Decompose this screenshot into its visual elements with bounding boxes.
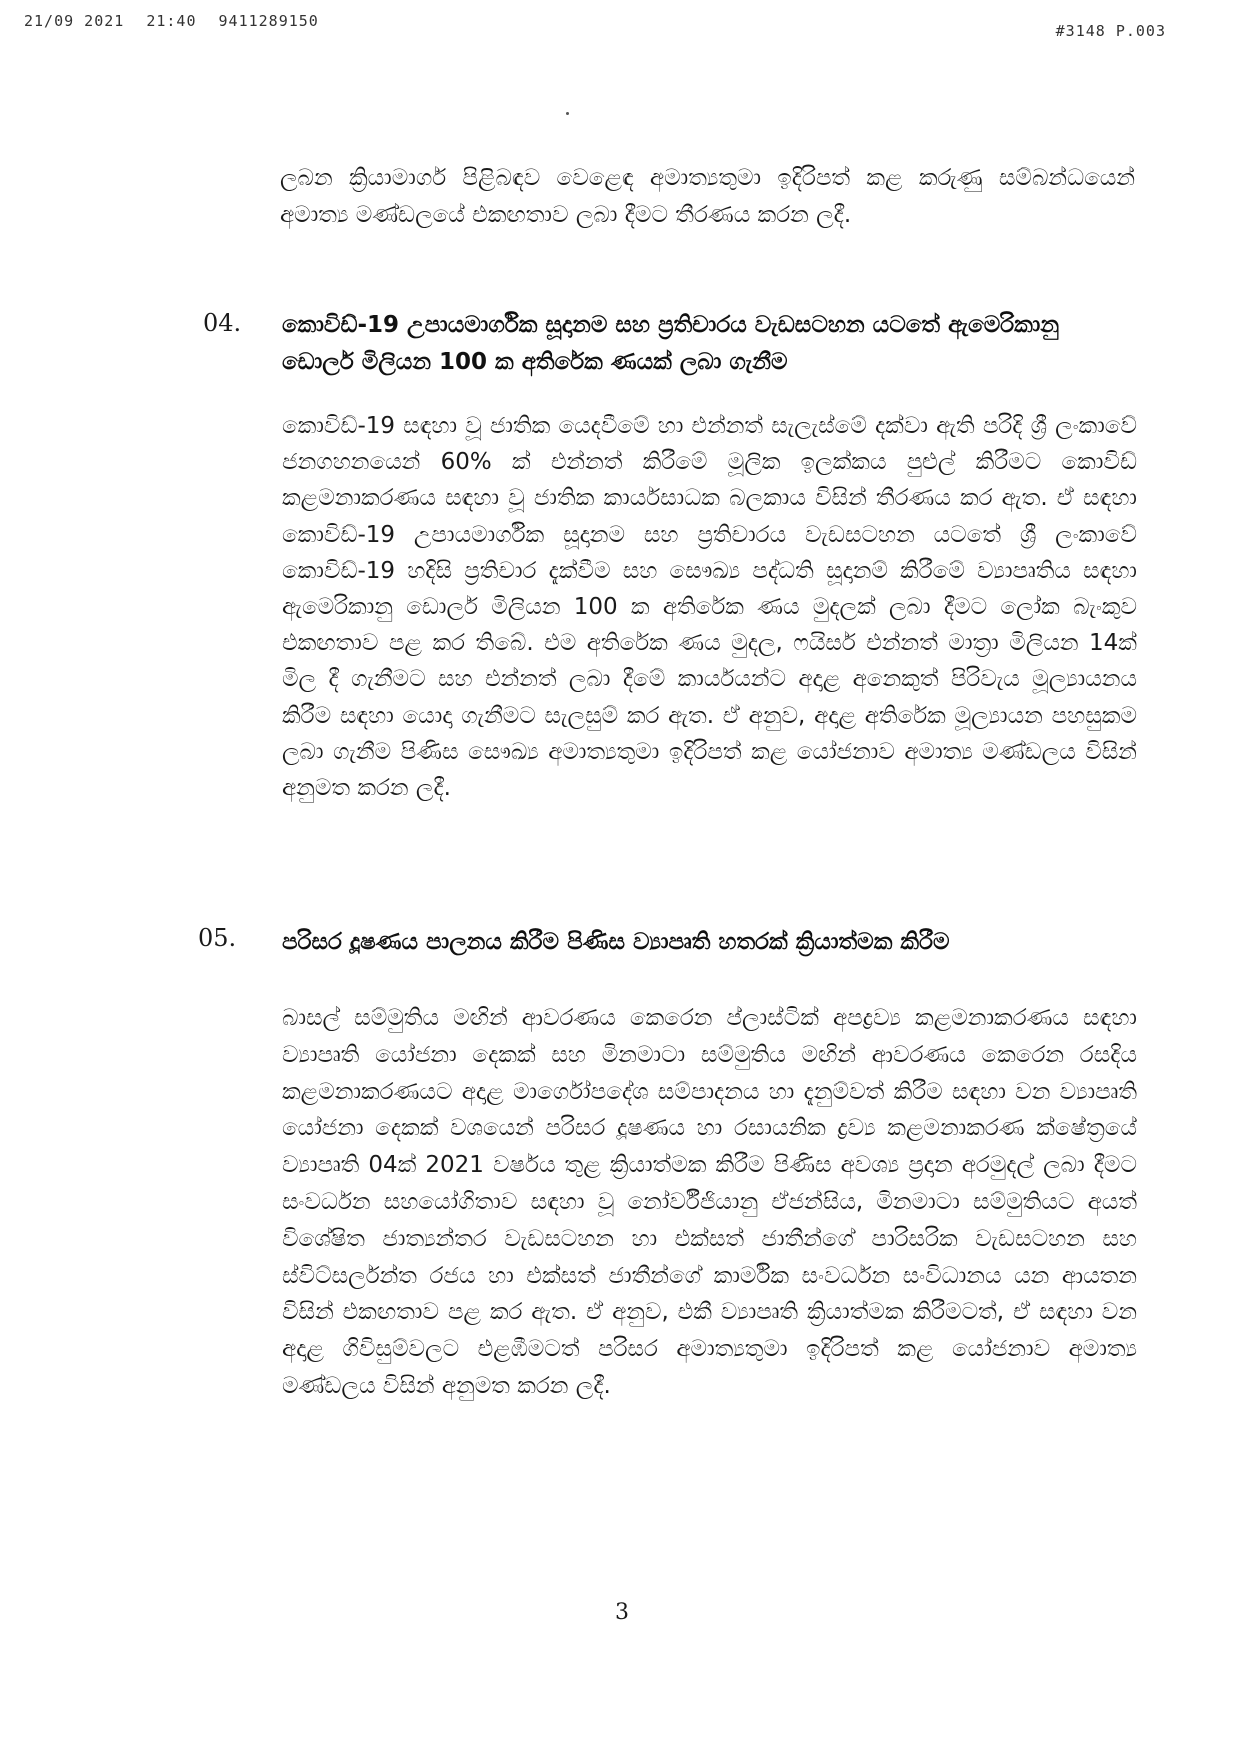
section-body: කොවිඩ්-19 සඳහා වූ ජාතික යෙදවීමේ හා එන්නත් සැලැස්මේ දක්වා ඇති පරිදි ශ්‍රී ලංකාවේ ජනගහනයෙන් 60% ක් එන්නත් කිරීමේ මූලික ඉලක්කය පුළුල් කිරීමට කොවිඩ් කළමනාකරණය සඳහා වූ ජාතික කාර්යසාධක බලකාය විසින් තීරණය කර ඇත. ඒ සඳහා කොවිඩ්-19 උපායමාර්ගික සූදානම සහ ප්‍රතිචාරය වැඩසටහන යටතේ ශ්‍රී ලංකාවේ කොවිඩ්-19 හදිසි ප්‍රතිචාර දැක්වීම සහ සෞඛ්‍ය පද්ධති සූදානම් කිරීමේ ව්‍යාපෘතිය සඳහා ඇමෙරිකානු ඩොලර් මිලියන 100 ක අතිරේක ණය මුදලක් ලබා දීමට ලෝක බැංකුව එකඟතාව පළ කර තිබේ. එම අතිරේක ණය මුදල, ෆයිසර් එන්නත් මාත්‍රා මිලියන 14ක් මිල දී ගැනීමට සහ එන්නත් ලබා දීමේ කාර්යයන්ට අදාළ අනෙකුත් පිරිවැය මූල්‍යායනය කිරීම සඳහා යොදා ගැනීමට සැලසුම් කර ඇත. ඒ අනුව, අදාළ අතිරේක මූල්‍යායන පහසුකම ලබා ගැනීම පිණිස සෞඛ්‍ය අමාත්‍යතුමා ඉදිරිපත් කළ යෝජනාව අමාත්‍ය මණ්ඩලය විසින් අනුමත කරන ලදී. [282, 413, 1137, 802]
section-heading: පරිසර දූෂණය පාලනය කිරීම පිණිස ව්‍යාපෘති හතරක් ක්‍රියාත්මක කිරීම [282, 929, 950, 955]
continuation-paragraph: ලබන ක්‍රියාමාර්ග පිළිබඳව වෙළෙඳ අමාත්‍යතුමා ඉදිරිපත් කළ කරුණු සම්බන්ධයෙන් අමාත්‍ය මණ්ඩලයේ එකඟතාව ලබා දීමට තීරණය කරන ලදී. [280, 165, 1135, 228]
fax-page-ref: #3148 P.003 [1055, 22, 1166, 40]
section-body: බාසල් සම්මුතිය මඟින් ආවරණය කෙරෙන ප්ලාස්ටික් අපද්‍රව්‍ය කළමනාකරණය සඳහා ව්‍යාපෘති යෝජනා දෙකක් සහ මිනමාටා සම්මුතිය මඟින් ආවරණය කෙරෙන රසදිය කළමනාකරණයට අදාළ මාර්ගෝපදේශ සම්පාදනය හා දැනුම්වත් කිරීම සඳහා වන ව්‍යාපෘති යෝජනා දෙකක් වශයෙන් පරිසර දූෂණය හා රසායනික ද්‍රව්‍ය කළමනාකරණ ක්ෂේත්‍රයේ ව්‍යාපෘති 04ක් 2021 වර්ෂය තුළ ක්‍රියාත්මක කිරීම පිණිස අවශ්‍ය ප්‍රදාන අරමුදල් ලබා දීමට සංවර්ධන සහයෝගිතාව සඳහා වූ නෝර්වීජියානු ඒජන්සිය, මිනමාටා සම්මුතියට අයත් විශේෂිත ජාත්‍යන්තර වැඩසටහන හා එක්සත් ජාතීන්ගේ පාරිසරික වැඩසටහන සහ ස්විට්සර්ලන්ත රජය හා එක්සත් ජාතීන්ගේ කාර්මික සංවර්ධන සංවිධානය යන ආයතන විසින් එකඟතාව පළ කර ඇත. ඒ අනුව, එකී ව්‍යාපෘති ක්‍රියාත්මක කිරීමටත්, ඒ සඳහා වන අදාළ ගිවිසුම්වලට එළඹීමටත් පරිසර අමාත්‍යතුමා ඉදිරිපත් කළ යෝජනාව අමාත්‍ය මණ්ඩලය විසින් අනුමත කරන ලදී. [282, 1005, 1137, 1399]
section-number: 05. [198, 924, 237, 952]
section-number: 04. [203, 309, 242, 337]
section-heading: කොවිඩ්-19 උපායමාර්ගික සූදානම සහ ප්‍රතිචාරය වැඩසටහන යටතේ ඇමෙරිකානු ඩොලර් මිලියන 100 ක අතිරේක ණයක් ලබා ගැනීම [282, 312, 1060, 375]
page-number: 3 [615, 1600, 629, 1625]
fax-time: 21:40 [146, 12, 197, 30]
scan-speck [566, 112, 569, 115]
fax-date: 21/09 2021 [24, 12, 125, 30]
fax-header [0, 8, 1244, 40]
fax-number: 9411289150 [218, 12, 319, 30]
fax-transmission-info [24, 12, 331, 30]
